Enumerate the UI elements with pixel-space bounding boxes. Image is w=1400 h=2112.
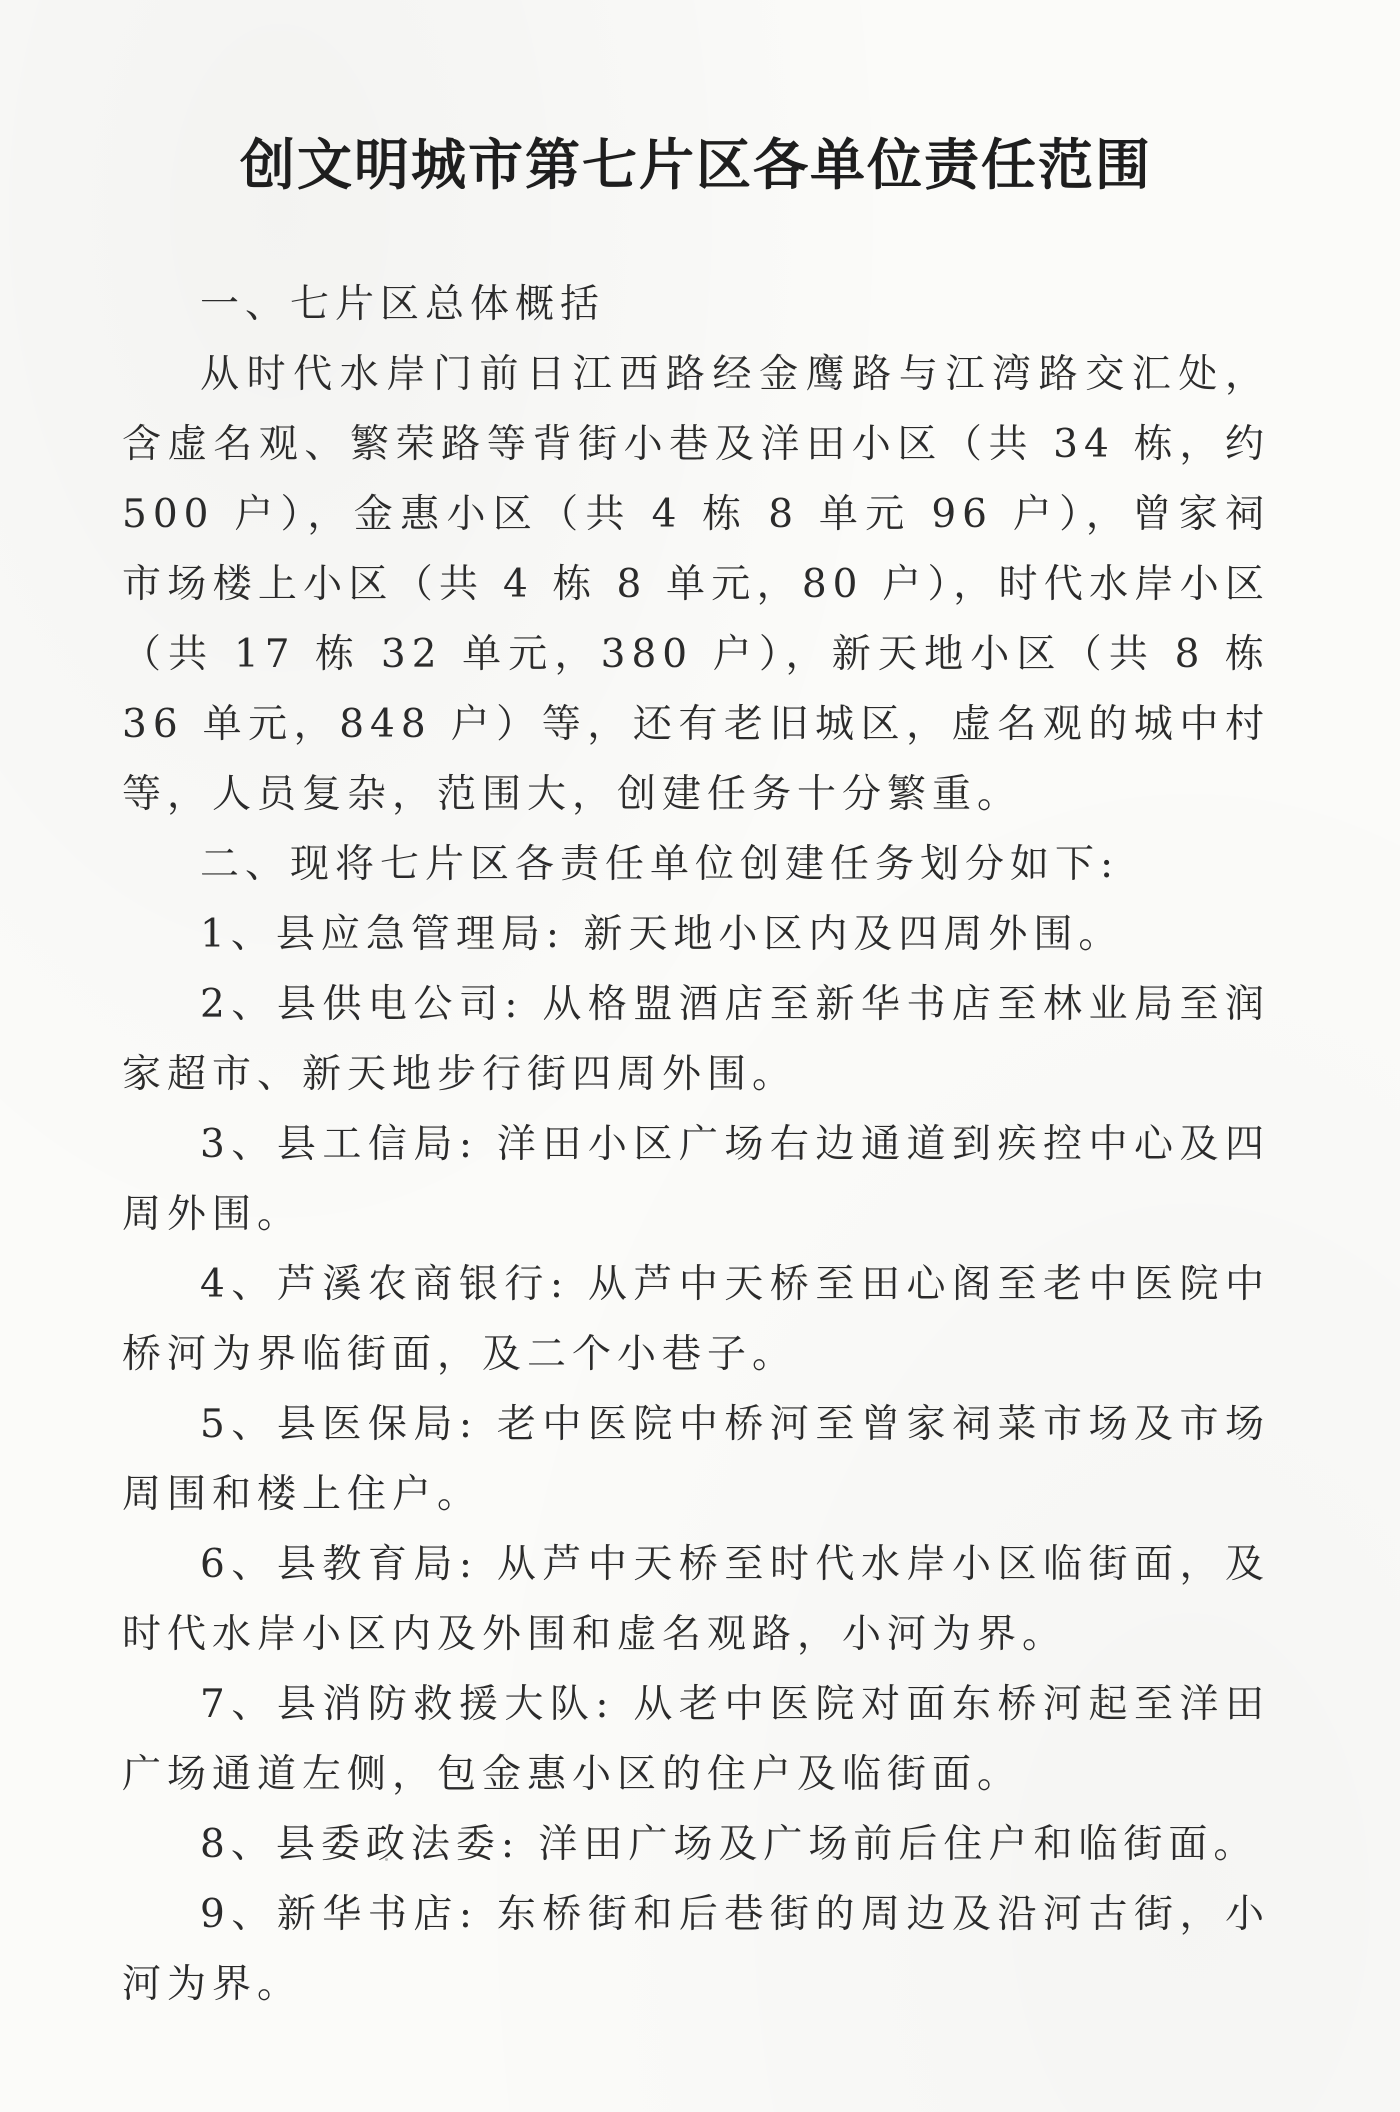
assignment-item-6: 6、县教育局: 从芦中天桥至时代水岸小区临街面，及时代水岸小区内及外围和虚名观路，小河为界。 — [122, 1542, 1270, 1657]
assignment-item-9: 9、新华书店: 东桥街和后巷街的周边及沿河古街，小河为界。 — [122, 1892, 1270, 2007]
document-title: 创文明城市第七片区各单位责任范围 — [239, 133, 1152, 197]
assignment-item-8: 8、县委政法委: 洋田广场及广场前后住户和临街面。 — [200, 1822, 1259, 1867]
assignment-item-2: 2、县供电公司: 从格盟酒店至新华书店至林业局至润家超市、新天地步行街四周外围。 — [122, 982, 1270, 1097]
assignment-item-1: 1、县应急管理局: 新天地小区内及四周外围。 — [200, 912, 1124, 957]
assignment-item-4: 4、芦溪农商银行: 从芦中天桥至田心阁至老中医院中桥河为界临街面，及二个小巷子。 — [122, 1262, 1270, 1377]
assignment-item-3: 3、县工信局: 洋田小区广场右边通道到疾控中心及四周外围。 — [122, 1122, 1270, 1237]
section-heading-overview: 一、七片区总体概括 — [200, 282, 606, 327]
scan-speck — [385, 1858, 388, 1861]
assignment-item-5: 5、县医保局: 老中医院中桥河至曾家祠菜市场及市场周围和楼上住户。 — [122, 1402, 1270, 1517]
assignment-item-7: 7、县消防救援大队: 从老中医院对面东桥河起至洋田广场通道左侧，包金惠小区的住户及临街面。 — [122, 1682, 1270, 1797]
section-heading-assignments: 二、现将七片区各责任单位创建任务划分如下: — [200, 842, 1120, 887]
overview-paragraph: 从时代水岸门前日江西路经金鹰路与江湾路交汇处，含虚名观、繁荣路等背街小巷及洋田小区（共 34 栋，约 500 户），金惠小区（共 4 栋 8 单元 96 户），曾家祠市场楼上小区（共 4 栋 8 单元，80 户），时代水岸小区（共 17 栋 32 单元，380 户），新天地小区（共 8 栋 36 单元，848 户）等，还有老旧城区，虚名观的城中村等，人员复杂，范围大，创建任务十分繁重。 — [122, 352, 1270, 817]
document-body — [122, 270, 1270, 2020]
